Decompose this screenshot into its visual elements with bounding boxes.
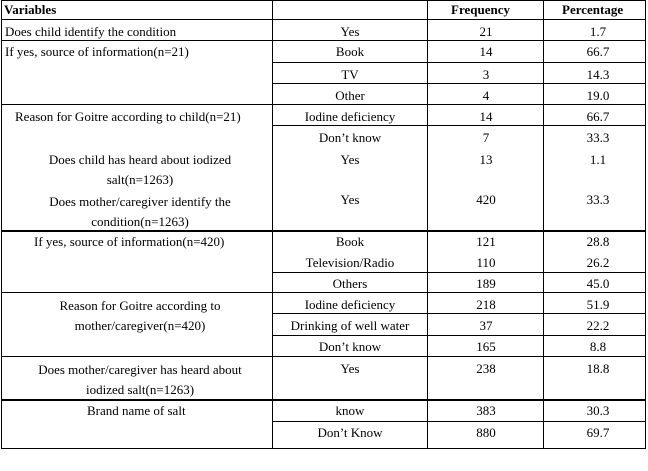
response-cell: Yes	[340, 192, 360, 207]
frequency-cell: 420	[476, 192, 496, 207]
percentage-cell: 26.2	[586, 255, 610, 270]
column-rule	[543, 0, 544, 449]
header-percentage: Percentage	[562, 2, 624, 17]
row-rule	[1, 40, 646, 41]
row-rule	[272, 62, 646, 63]
percentage-cell: 18.8	[586, 361, 610, 376]
response-cell: Drinking of well water	[290, 318, 410, 333]
response-cell: Iodine deficiency	[304, 109, 396, 124]
frequency-cell: 165	[476, 339, 496, 354]
response-cell: Other	[335, 88, 365, 103]
column-rule	[272, 0, 273, 449]
response-cell: Yes	[340, 361, 360, 376]
row-rule	[272, 125, 646, 126]
border-top	[1, 0, 646, 1]
frequency-cell: 880	[476, 425, 496, 440]
percentage-cell: 19.0	[586, 88, 610, 103]
frequency-cell: 14	[479, 44, 493, 59]
frequency-cell: 21	[479, 24, 493, 39]
response-cell: know	[335, 403, 365, 418]
percentage-cell: 1.7	[589, 24, 607, 39]
frequency-cell: 121	[476, 234, 496, 249]
percentage-cell: 8.8	[589, 339, 607, 354]
frequency-cell: 13	[479, 152, 493, 167]
percentage-cell: 69.7	[586, 425, 610, 440]
row-rule	[272, 83, 646, 84]
response-cell: Others	[332, 276, 368, 291]
response-cell: Yes	[340, 24, 360, 39]
percentage-cell: 51.9	[586, 297, 610, 312]
response-cell: Don’t know	[318, 130, 382, 145]
variable-label: Does mother/caregiver identify the condition(n=1263)	[49, 194, 231, 229]
frequency-cell: 4	[482, 88, 490, 103]
row-rule	[272, 421, 646, 422]
response-cell: Don’t know	[318, 339, 382, 354]
variable-label: Does child identify the condition	[5, 24, 177, 39]
percentage-cell: 1.1	[589, 152, 607, 167]
header-variables: Variables	[4, 2, 57, 17]
frequency-cell: 37	[479, 318, 493, 333]
row-rule	[272, 272, 646, 273]
response-cell: Yes	[340, 152, 360, 167]
response-cell: TV	[341, 67, 359, 82]
row-rule	[272, 313, 646, 314]
row-rule	[1, 292, 646, 293]
response-cell: Book	[335, 44, 365, 59]
row-rule	[1, 104, 646, 105]
frequency-cell: 218	[476, 297, 496, 312]
response-cell: Don’t Know	[317, 425, 383, 440]
border-right	[645, 0, 646, 449]
percentage-cell: 14.3	[586, 67, 610, 82]
variable-label: Brand name of salt	[87, 403, 186, 418]
frequency-cell: 238	[476, 361, 496, 376]
percentage-cell: 28.8	[586, 234, 610, 249]
percentage-cell: 22.2	[586, 318, 610, 333]
response-cell: Iodine deficiency	[304, 297, 396, 312]
row-rule	[272, 335, 646, 336]
column-rule	[427, 0, 428, 449]
row-rule	[1, 230, 646, 232]
variable-label: If yes, source of information(n=420)	[34, 234, 225, 249]
frequency-cell: 110	[476, 255, 496, 270]
percentage-cell: 45.0	[586, 276, 610, 291]
variable-label: If yes, source of information(n=21)	[5, 44, 189, 59]
row-rule	[1, 399, 646, 401]
frequency-cell: 3	[482, 67, 490, 82]
percentage-cell: 33.3	[586, 130, 610, 145]
frequency-cell: 383	[476, 403, 496, 418]
percentage-cell: 66.7	[586, 44, 610, 59]
response-cell: Book	[335, 234, 365, 249]
row-rule	[1, 356, 646, 357]
frequency-cell: 7	[482, 130, 490, 145]
variable-label: Does child has heard about iodized salt(n=1263)	[48, 152, 232, 187]
percentage-cell: 30.3	[586, 403, 610, 418]
percentage-cell: 33.3	[586, 192, 610, 207]
row-rule	[1, 19, 646, 20]
frequency-cell: 189	[476, 276, 496, 291]
border-bottom	[1, 448, 646, 449]
variable-label: Does mother/caregiver has heard about iodized salt(n=1263)	[38, 362, 242, 397]
frequency-cell: 14	[479, 109, 493, 124]
header-frequency: Frequency	[451, 2, 510, 17]
percentage-cell: 66.7	[586, 109, 610, 124]
variable-label: Reason for Goitre according to mother/caregiver(n=420)	[59, 298, 221, 333]
border-left	[1, 0, 2, 449]
variable-label: Reason for Goitre according to child(n=21)	[15, 109, 241, 124]
response-cell: Television/Radio	[305, 255, 395, 270]
results-table	[1, 0, 646, 449]
